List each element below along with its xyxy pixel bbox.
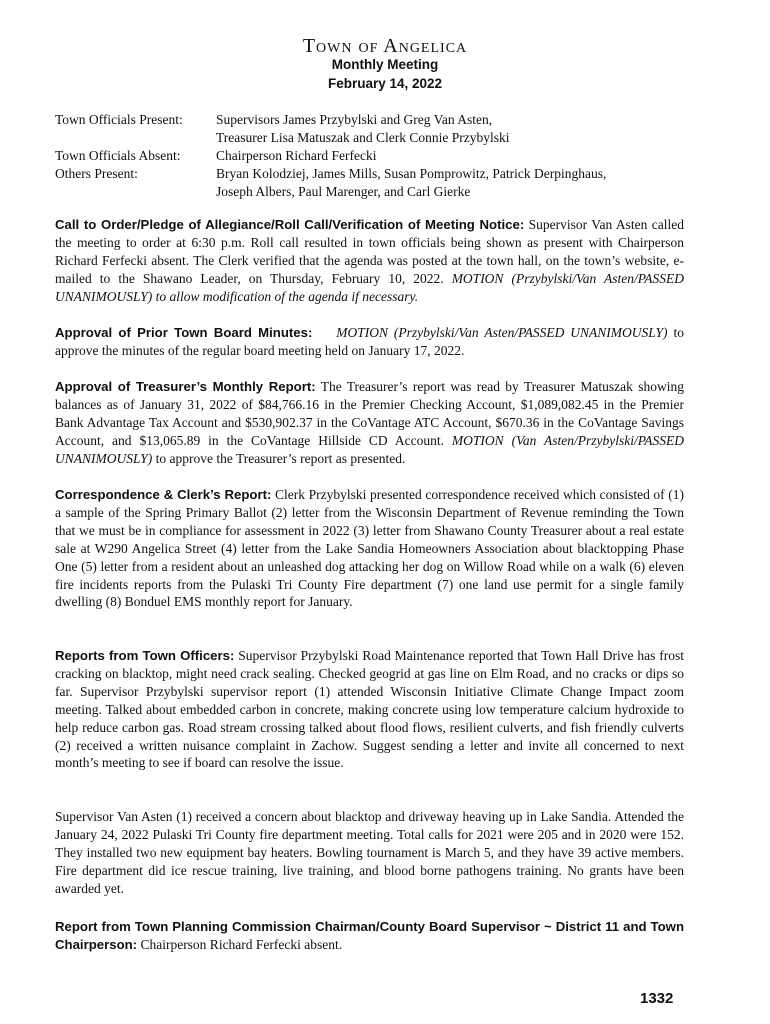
call-to-order-section — [55, 216, 684, 306]
correspondence-section — [55, 486, 684, 611]
prior-minutes-motion: MOTION (Przybylski/Van Asten/PASSED UNANIMOUSLY) — [336, 325, 668, 340]
town-title: Town of Angelica — [302, 35, 468, 57]
others-present-value — [216, 165, 715, 201]
call-to-order-motion: MOTION (Przybylski/Van Asten/PASSED UNANIMOUSLY) — [55, 270, 685, 304]
officials-present-value — [216, 111, 715, 147]
meeting-type: Monthly Meeting — [331, 57, 439, 72]
planning-commission-section — [55, 918, 684, 954]
correspondence-heading: Correspondence & Clerk’s Report: — [55, 487, 272, 502]
officers-report-van-asten — [55, 808, 684, 898]
others-present-line: Joseph Albers, Paul Marenger, and Carl Gierke — [216, 184, 471, 199]
treasurer-report-motion-tail: to approve the Treasurer’s report as presented. — [155, 450, 406, 466]
call-to-order-motion-tail: to allow modification of the agenda if necessary. — [155, 288, 419, 304]
planning-commission-heading: Report from Town Planning Commission Chairman/County Board Supervisor ~ District 11 and Town Chairperson: — [55, 919, 684, 952]
call-to-order-heading: Call to Order/Pledge of Allegiance/Roll Call/Verification of Meeting Notice: — [55, 217, 525, 232]
officials-absent-line: Chairperson Richard Ferfecki — [216, 148, 377, 163]
page-number: 1332 — [640, 990, 674, 1007]
others-present-label: Others Present: — [55, 166, 138, 181]
officials-present-label: Town Officials Present: — [55, 112, 183, 127]
officials-present-line: Supervisors James Przybylski and Greg Van Asten, — [216, 112, 493, 127]
correspondence-body: Clerk Przybylski presented correspondence received which consisted of (1) a sample of the Spring Primary Ballot (2) letter from the Wisconsin Department of Revenue reminding the Town that we must be in compliance for assessment in 2022 (3) letter from Shawano County Treasurer about a real estate sale at W290 Angelica Street (4) letter from the Lake Sandia Homeowners Association about blacktopping Phase One (5) letter from a resident about an unleashed dog attacking her dog on Willow Road while on a walk (6) eleven fire incidents reports from the Pulaski Tri County Fire department (7) one land use permit for a single family dwelling (8) Bonduel EMS monthly report for January. — [55, 487, 685, 610]
officers-report-body2: Supervisor Van Asten (1) received a concern about blacktop and driveway heaving up in Lake Sandia. Attended the January 24, 2022 Pulaski Tri County fire department meeting. Total calls for 2021 were 205 and in 2020 were 152. They installed two new equipment bay heaters. Bowling tournament is March 5, and they have 39 active members. Fire department did ice rescue training, live training, and blood borne pathogens training. No grants have been awarded yet. — [55, 809, 684, 896]
call-to-order-body: Supervisor Van Asten called the meeting to order at 6:30 p.m. Roll call resulted in town officials being shown as present with Chairperson Richard Ferfecki absent. The Clerk verified that the agenda was posted at the town hall, on the town’s website, e-mailed to the Shawano Leader, on Thursday, February 10, 2022. — [55, 217, 685, 286]
officials-present-row — [55, 111, 715, 147]
prior-minutes-heading: Approval of Prior Town Board Minutes: — [55, 325, 313, 340]
officials-block — [55, 111, 715, 201]
officials-absent-value — [216, 147, 715, 165]
prior-minutes-body: to approve the minutes of the regular board meeting held on January 17, 2022. — [55, 325, 685, 358]
officials-absent-label: Town Officials Absent: — [55, 148, 181, 163]
prior-minutes-section — [55, 324, 684, 360]
officers-report-body: Supervisor Przybylski Road Maintenance reported that Town Hall Drive has frost cracking on blacktop, might need crack sealing. Checked geogrid at gas line on Elm Road, and no cracks or dips so far. Supervisor Przybylski supervisor report (1) attended Wisconsin Initiative Climate Change Impact zoom meeting. Talked about embedded carbon in concrete, making concrete using low temperature calcium hydroxide to help reduce carbon gas. Road stream crossing talked about flood flows, resilient culverts, and fish friendly culverts (2) received a written nuisance complaint in Zachow. Suggest sending a letter and invite all concerned to next month’s meeting to see if board can resolve the issue. — [55, 648, 684, 771]
meeting-date: February 14, 2022 — [327, 76, 443, 91]
others-present-row — [55, 165, 715, 201]
officials-present-line: Treasurer Lisa Matuszak and Clerk Connie Przybylski — [216, 130, 510, 145]
officers-report-heading: Reports from Town Officers: — [55, 648, 235, 663]
treasurer-report-body: The Treasurer’s report was read by Treasurer Matuszak showing balances as of January 31, 2022 of $84,766.16 in the Premier Checking Account, $1,089,082.45 in the Premier Bank Advantage Tax Account and $530,902.37 in the CoVantage ATC Account, $670.36 in the CoVantage Savings Account, and $13,065.89 in the CoVantage Hillside CD Account. — [55, 379, 684, 448]
officers-report-section — [55, 647, 684, 772]
planning-commission-body: Chairperson Richard Ferfecki absent. — [140, 936, 343, 952]
officials-absent-row — [55, 147, 715, 165]
treasurer-report-section — [55, 378, 684, 468]
treasurer-report-heading: Approval of Treasurer’s Monthly Report: — [55, 379, 316, 394]
others-present-line: Bryan Kolodziej, James Mills, Susan Pomprowitz, Patrick Derpinghaus, — [216, 166, 607, 181]
treasurer-report-motion: MOTION (Van Asten/Przybylski/PASSED UNANIMOUSLY) — [55, 432, 684, 466]
